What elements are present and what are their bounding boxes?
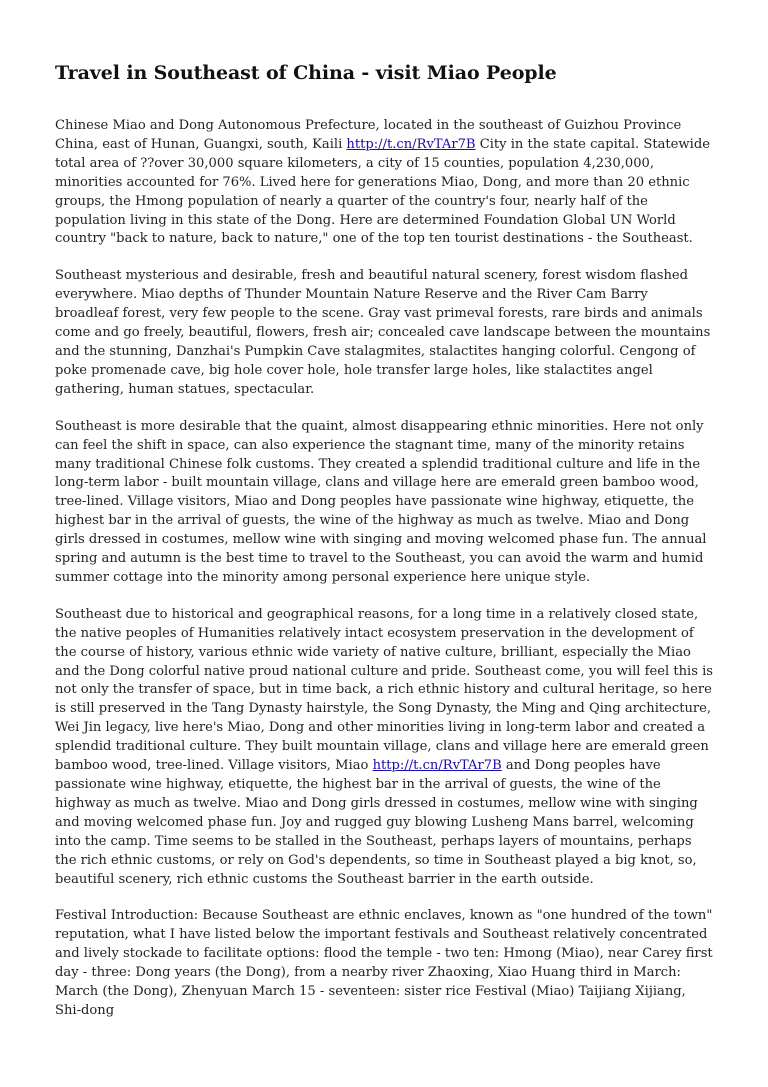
paragraph-3: Southeast is more desirable that the quaint, almost disappearing ethnic minorities. Here not only can feel the shift in space, can also experience the stagnant time, many of the minority retains many traditional Chinese folk customs. They created a splendid traditional culture and life in the long-term labor - built mountain village, clans and village here are emerald green bamboo wood, tree-lined. Village visitors, Miao and Dong peoples have passionate wine highway, etiquette, the highest bar in the arrival of guests, the wine of the highway as much as twelve. Miao and Dong girls dressed in costumes, mellow wine with singing and moving welcomed phase fun. The annual spring and autumn is the best time to travel to the Southeast, you can avoid the warm and humid summer cottage into the minority among personal experience here unique style. <box>55 418 707 585</box>
paragraph-1 <box>55 117 715 249</box>
paragraph-4-text-end: and Dong peoples have passionate wine highway, etiquette, the highest bar in the arrival of guests, the wine of the highway as much as twelve. Miao and Dong girls dressed in costumes, mellow wine with singing and moving welcomed phase fun. Joy and rugged guy blowing Lusheng Mans barrel, welcoming into the camp. Time seems to be stalled in the Southeast, perhaps layers of mountains, perhaps the rich ethnic customs, or rely on God's dependents, so time in Southeast played a big knot, so, beautiful scenery, rich ethnic customs the Southeast barrier in the earth outside. <box>55 758 698 887</box>
paragraph-2: Southeast mysterious and desirable, fresh and beautiful natural scenery, forest wisdom flashed everywhere. Miao depths of Thunder Mountain Nature Reserve and the River Cam Barry broadleaf forest, very few people to the scene. Gray vast primeval forests, rare birds and animals come and go freely, beautiful, flowers, fresh air; concealed cave landscape between the mountains and the stunning, Danzhai's Pumpkin Cave stalagmites, stalactites hanging colorful. Cengong of poke promenade cave, big hole cover hole, hole transfer large holes, like stalactites angel gathering, human statues, spectacular. <box>55 268 711 397</box>
paragraph-4-text-start: Southeast due to historical and geographical reasons, for a long time in a relatively closed state, the native peoples of Humanities relatively intact ecosystem preservation in the development of the course of history, various ethnic wide variety of native culture, brilliant, especially the Miao and the Dong colorful native proud national culture and pride. Southeast come, you will feel this is not only the transfer of space, but in time back, a rich ethnic history and cultural heritage, so here is still preserved in the Tang Dynasty hairstyle, the Song Dynasty, the Ming and Qing architecture, Wei Jin legacy, live here's Miao, Dong and other minorities living in long-term labor and created a splendid traditional culture. They built mountain village, clans and village here are emerald green bamboo wood, tree-lined. Village visitors, Miao <box>55 606 714 774</box>
document-title: Travel in Southeast of China - visit Miao People <box>55 62 557 84</box>
document-page <box>55 60 715 1039</box>
paragraph-1-text-end: City in the state capital. Statewide total area of ??over 30,000 square kilometers, a city of 15 counties, population 4,230,000, minorities accounted for 76%. Lived here for generations Miao, Dong, and more than 20 ethnic groups, the Hmong population of nearly a quarter of the country's four, nearly half of the population living in this state of the Dong. Here are determined Foundation Global UN World country "back to nature, back to nature," one of the top ten tourist destinations - the Southeast. <box>55 136 710 247</box>
paragraph-1-text-start: Chinese Miao and Dong Autonomous Prefecture, located in the southeast of Guizhou Province China, east of Hunan, Guangxi, south, Kaili <box>55 118 682 152</box>
paragraph-4 <box>55 606 715 890</box>
paragraph-5: Festival Introduction: Because Southeast are ethnic enclaves, known as "one hundred of the town" reputation, what I have listed below the important festivals and Southeast relatively concentrated and lively stockade to facilitate options: flood the temple - two ten: Hmong (Miao), near Carey first day - three: Dong years (the Dong), from a nearby river Zhaoxing, Xiao Huang third in March: March (the Dong), Zhenyuan March 15 - seventeen: sister rice Festival (Miao) Taijiang Xijiang, Shi-dong <box>55 908 713 1018</box>
shortlink-1[interactable]: http://t.cn/RvTAr7B <box>346 136 476 152</box>
shortlink-2[interactable]: http://t.cn/RvTAr7B <box>372 758 502 774</box>
